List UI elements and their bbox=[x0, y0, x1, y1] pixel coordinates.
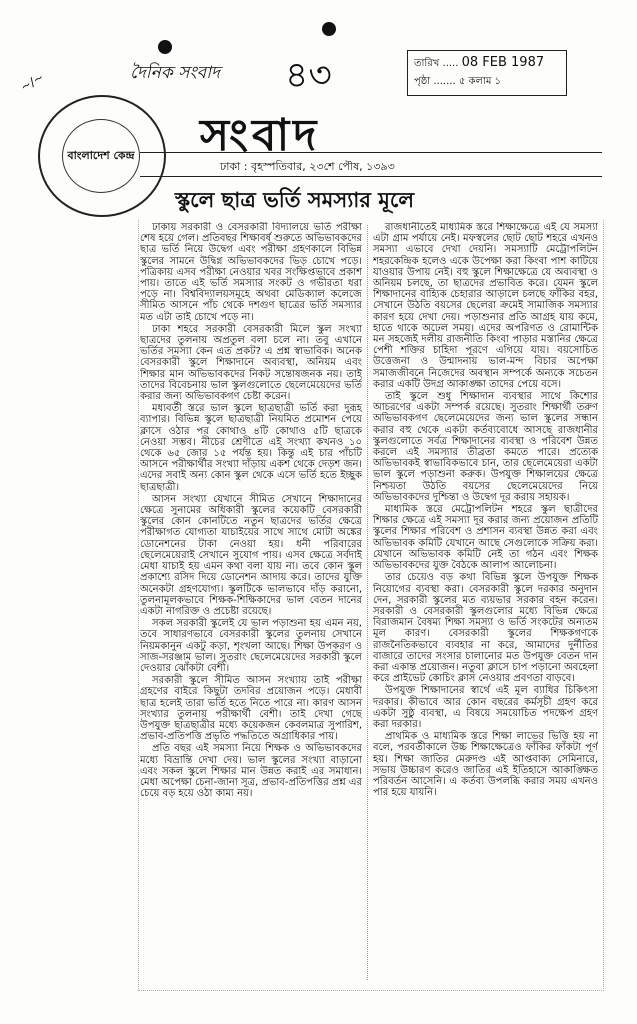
seal-text: বাংলাদেশ কেন্দ্র bbox=[62, 119, 140, 193]
paragraph: প্রতি বছর এই সমস্যা নিয়ে শিক্ষক ও অভিভাবকদের মধ্যে বিভ্রান্তি দেখা দেয়। ভাল স্কুলের সংখ্যা বাড়ানো এবং সকল স্কুলে শিক্ষার মান উন্নত করাই এর সমাধান। মেধা অপেক্ষা চেনা-জানা সূত্র, প্রভাব-প্রতিপত্তির প্রশ্ন এর চেয়ে বড় হয়ে ওঠা কাম্য নয়। bbox=[140, 743, 362, 800]
date-value: 08 FEB 1987 bbox=[461, 55, 545, 70]
paragraph: সকল সরকারী স্কুলেই যে ভাল পড়াশুনা হয় এমন নয়, তবে সাধারণভাবে বেসরকারী স্কুলের তুলনায় সেখানে নিয়মকানুন একটু কড়া, শৃংখলা আছে। শিক্ষা উপকরণ ও সাজ-সরঞ্জাম ভাল। সুতরাং ছেলেমেয়েদের সরকারী স্কুলে দেওয়ার ঝোঁকটা বেশী। bbox=[140, 618, 362, 674]
divider bbox=[140, 176, 602, 177]
page-value: ৫ কলাম ১ bbox=[458, 76, 502, 87]
paragraph: ঢাকায় সরকারী ও বেসরকারী বিদ্যালয়ে ভর্তি পরীক্ষা শেষ হয়ে গেল। প্রতিবছর শিক্ষাবর্ষ শুরুতে অভিভাবকদের ছাত্র ভর্তি নিয়ে উদ্বেগ এবং পরীক্ষা গ্রহণকালে বিভিন্ন স্কুলের সামনে উদ্বিগ্ন অভিভাবকদের ভিড় চোখে পড়ে। পত্রিকায় এসব পরীক্ষা নেওয়ার খবর সংক্ষিপ্তভাবে প্রকাশ পায়। তাতে এই ভর্তি সমস্যার সংকট ও গভীরতা ধরা পড়ে না। বিশ্ববিদ্যালয়সমূহে অথবা মেডিক্যাল কলেজে সীমিত আসনে পাঁচ থেকে দশগুণ ছাত্রের ভর্তি সমস্যার মত এটা তাই চোখে পড়ে না। bbox=[140, 222, 362, 323]
paragraph: মাধ্যমিক স্তরে মেট্রোপলিটন শহরে স্কুল ছাত্রীদের শিক্ষার ক্ষেত্রে এই সমস্যা দূর করার জন্য প্রয়োজন প্রতিটি স্কুলের শিক্ষার পরিবেশ ও প্রশাসন ব্যবস্থা উন্নত করা এবং অভিভাবক কমিটি যেখানে আছে সেগুলোকে সক্রিয় করা। যেখানে অভিভাবক কমিটি নেই তা গঠন এবং শিক্ষক অভিভাবকদের যুক্ত বৈঠকে আলাপ আলোচনা। bbox=[373, 504, 598, 572]
punch-hole bbox=[158, 40, 172, 54]
source-label: দৈনিক সংবাদ bbox=[130, 63, 220, 83]
punch-hole bbox=[322, 22, 336, 36]
masthead: সংবাদ bbox=[200, 110, 321, 161]
paragraph: সরকারী স্কুলে সীমিত আসন সংখ্যায় তাই পরীক্ষা গ্রহণের বাইরে কিছুটা তদবির প্রয়োজন পড়ে। মেধাবী ছাত্র হলেই তারা ভর্তি হতে নিতে পারে না। কারণ আসন সংখ্যার তুলনায় পরীক্ষার্থী বেশী। তাই দেখা গেছে উপযুক্ত ছাত্রছাত্রীর মধ্যে কয়েকজন কেবলমাত্র সুপারিশ, প্রভাব-প্রতিপত্তি প্রভৃতি পদ্ধতিতে অগ্রাধিকার পায়। bbox=[140, 675, 362, 743]
paragraph: প্রাথমিক ও মাধ্যমিক স্তরে শিক্ষা লাভের ভিত্তি হয় না বলে, পরবর্তীকালে উচ্চ শিক্ষাক্ষেত্রেও ফাঁকির ফাঁকটা পূর্ণ হয়। শিক্ষা জাতির মেরুদণ্ড এই আপ্তবাক্য সেমিনারে, সভায় উচ্চারণ করেও জাতির এই ইতিহাসে আকাঙ্ক্ষিত পরিবর্তন আসেনি। এ কর্তব্য উপলব্ধি করার সময় এখনও পার হয়ে যায়নি। bbox=[373, 731, 598, 799]
page-label: পৃষ্ঠা bbox=[414, 76, 431, 87]
paragraph: আসন সংখ্যা যেখানে সীমিত সেখানে শিক্ষাদানের ক্ষেত্রে সুনামের অধিকারী স্কুলের কয়েকটি বেসরকারী স্কুলের কোন কোনটিতে নতুন ছাত্রদের ভর্তির ক্ষেত্রে পরীক্ষাগত যোগ্যতা যাচাইয়ের সাথে সাথে মোটা অঙ্কের ডোনেশনের টাকা নেওয়া হয়। ধনী পরিবারের ছেলেমেয়েরাই সেখানে সুযোগ পায়। এসব ক্ষেত্রে সর্বদাই মেধা যাচাই হয় এমন কথা বলা যায় না। তবে কোন স্কুল প্রকাশ্যে রসিদ দিয়ে ডোনেশন আদায় করে। তাদের যুক্তি অনেকটা গ্রহণযোগ্য। স্কুলটিকে ভালভাবে দাঁড় করানো, তুলনামূলকভাবে শিক্ষক-শিক্ষিকাদের ভাল বেতন দানের একটা নাগরিক্ত ও প্রচেষ্টা রয়েছে। bbox=[140, 493, 362, 617]
column-divider bbox=[367, 225, 368, 980]
paragraph: রাজধানীতেই মাধ্যমিক স্তরে শিক্ষাক্ষেত্রে এই যে সমস্যা এটা গ্রাম পর্যায়ে নেই। মফস্বলের ছোট ছোট শহরে এখনও সমস্যা এভাবে দেখা দেয়নি। সমস্যাটি মেট্রোপলিটন শহরকেন্দ্রিক হলেও একে উপেক্ষা করা কিংবা পাশ কাটিয়ে যাওয়ার উপায় নেই। বহু স্কুলে শিক্ষাক্ষেত্রে যে অব্যবস্থা ও অনিয়ম চলছে, তা ছাত্রদের প্রভাবিত করে। যেমন স্কুলে শিক্ষাদানের বাহ্যিক চেহারার আড়ালে চলছে ফাঁকির বহর, সেখানে উঠতি বয়সের ছেলেরা ক্রমেই সামাজিক সমস্যার কারণ হয়ে দেখা দেয়। পড়াশুনার প্রতি আগ্রহ যায় কমে, হাতে থাকে অঢেল সময়। এদের অপরিণত ও রোমান্টিক মন সহজেই দলীয় রাজনীতি কিংবা পাড়ার মস্তানির ক্ষেত্রে পেশী শক্তির চাহিদা পূরণে এগিয়ে যায়। বয়সোচিত উত্তেজনা ও উন্মাদনায় ভাল-মন্দ বিচার অপেক্ষা সমাজজীবনে নিজেদের অবস্থান সম্পর্কে অন্যকে সচেতন করার একটি উদগ্র আকাঙ্ক্ষা তাদের পেয়ে বসে। bbox=[373, 222, 598, 390]
paragraph: ঢাকা শহরে সরকারী বেসরকারী মিলে স্কুল সংখ্যা ছাত্রদের তুলনায় অপ্রতুল বলা চলে না। তবু এখানে ভর্তির সমস্যা কেন এত প্রকট? এ প্রশ্ন স্বাভাবিক। অনেক বেসরকারী স্কুলে শিক্ষাদানে অব্যবস্থা, অনিয়ম এবং শিক্ষার মান অভিভাবকদের নিকট সন্তোষজনক নয়। তাই তাদের বিবেচনায় ভাল স্কুলগুলোতে ছেলেমেয়েদের ভর্তি করার জন্য অভিভাবকগণ চেষ্টা করেন। bbox=[140, 323, 362, 403]
news-article bbox=[130, 100, 602, 990]
paragraph: তাই স্কুলে শুধু শিক্ষাদান ব্যবস্থার সাথে কিশোর আচরণের একটা সম্পর্ক রয়েছে। সুতরাং শিক্ষার্থী তরুণ অভিভাবকগণ ছেলেমেয়েদের জন্য ভাল স্কুলের সন্ধান করার বহু থেকে একটা কর্তব্যবোধে আসছে রাজধানীর স্কুলগুলোতে সর্বত্র শিক্ষাদানের ব্যবস্থা ও পরিবেশ উন্নত করলে এই সমস্যার তীব্রতা কমতে পারে। প্রত্যেক অভিভাবকই স্বাভাবিকভাবে চান, তার ছেলেমেয়েরা একটা ভাল স্কুলে পড়াশুনা করুক। উপযুক্ত শিক্ষালয়ের ক্ষেত্রে নিশ্চয়তা উঠতি বয়সের ছেলেমেয়েদের নিয়ে অভিভাবকদের দুশ্চিন্তা ও উদ্বেগ দূর করায় সহায়ক। bbox=[373, 391, 598, 503]
divider bbox=[140, 152, 602, 153]
handwritten-number: ৪৩ bbox=[285, 55, 332, 96]
column-left bbox=[140, 222, 362, 984]
date-label: তারিখ bbox=[414, 58, 440, 69]
dateline: ঢাকা : বৃহস্পতিবার, ২৩শে পৌষ, ১৩৯৩ bbox=[220, 160, 395, 173]
handwritten-scribble: ~/~ bbox=[18, 69, 47, 95]
date-stamp-box: তারিখ ..... 08 FEB 1987 পৃষ্ঠা ....... ৫ কলাম ১ bbox=[407, 50, 567, 96]
paragraph: তার চেয়েও বড় কথা বিভিন্ন স্কুলে উপযুক্ত শিক্ষক নিয়োগের ব্যবস্থা করা। বেসরকারী স্কুলে দরকার অনুদান দেন, সরকারী স্কুলের মত ব্যয়ভার সরকার বহন করেন। সরকারী ও বেসরকারী স্কুলগুলোর মধ্যে বিভিন্ন ক্ষেত্রে বিরাজমান বৈষম্য শিক্ষা সমস্যা ও ভর্তি সংকটের অন্যতম মূল কারণ। বেসরকারী স্কুলের শিক্ষকগণকে রাজনৈতিকভাবে ব্যবহার না করে, আমাদের দুর্নীতির বাজারে তাদের সংসার চালানোর মত উপযুক্ত বেতন দান করা একান্ত প্রয়োজন। নতুবা ক্লাসে চাপ পড়ানো অবহেলা করে প্রাইভেট কোচিং ক্লাস নেওয়ার প্রবণতা বাড়বে। bbox=[373, 572, 598, 685]
headline: স্কুলে ছাত্র ভর্তি সমস্যার মূলে bbox=[175, 188, 414, 212]
column-right bbox=[373, 222, 598, 984]
paragraph: মধ্যবর্তী স্তরে ভাল স্কুলে ছাত্রছাত্রী ভর্তি করা দুরূহ ব্যাপার। বিভিন্ন স্কুলে ছাত্রছাত্রী নিয়মিত প্রমোশন পেয়ে ক্লাসে ওঠার পর কোথাও ৪টি কোথাও ৫টি ছাত্রকে নেওয়া সম্ভব। নীচের শ্রেণীতে এই সংখ্যা কখনও ১০ থেকে ৬৫ জোর ১৫ পর্যন্ত হয়। কিন্তু এই চার পাঁচটি আসনে পরীক্ষার্থীর সংখ্যা দাঁড়ায় একশ থেকে দেড়শ জন। এদের সবাই অন্য কোন স্কুল থেকে এসে ভর্তি হতে ইচ্ছুক ছাত্রছাত্রী। bbox=[140, 403, 362, 493]
paragraph: উপযুক্ত শিক্ষাদানের স্বার্থে এই মূল ব্যাধির চিকিৎসা দরকার। কীভাবে আর কোন বছরের কর্মসূচী গ্রহণ করে একটা সুষ্ঠু ব্যবস্থা, এ বিষয়ে সময়োচিত পদক্ষেপ গ্রহণ করা দরকার। bbox=[373, 685, 598, 730]
